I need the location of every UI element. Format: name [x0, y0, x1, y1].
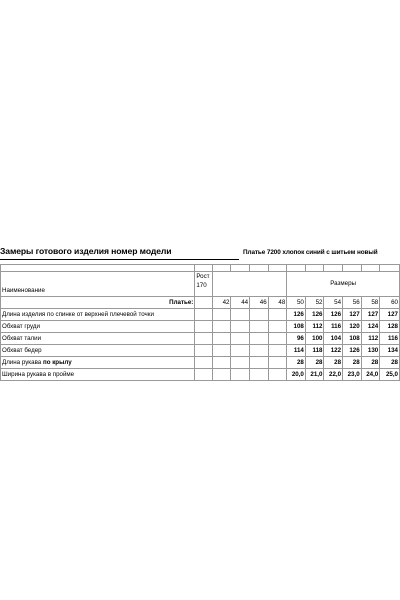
measurement-value: 28: [324, 357, 343, 369]
measurement-value: 122: [324, 345, 343, 357]
table-row: [1, 357, 400, 369]
section-label: Платье:: [1, 297, 195, 309]
rost-empty-cell: [195, 321, 213, 333]
measurement-value: [212, 333, 231, 345]
measurement-value: 28: [305, 357, 324, 369]
size-header-row: [1, 297, 400, 309]
spacer-row: [1, 265, 400, 272]
rost-cell: [195, 272, 213, 297]
measurement-label-text: Длина рукава: [2, 358, 43, 366]
size-header-54: 54: [324, 297, 343, 309]
measurement-value: 126: [305, 309, 324, 321]
measurement-value: [212, 345, 231, 357]
rost-empty-cell: [195, 309, 213, 321]
size-header-52: 52: [305, 297, 324, 309]
measurement-label-text: Ширина рукава в пройме: [2, 370, 75, 378]
measurement-label: [1, 357, 195, 369]
measurement-value: 20,0: [287, 369, 306, 381]
measurement-value: [268, 309, 287, 321]
measurement-value: [231, 345, 250, 357]
table-row: [1, 321, 400, 333]
measurement-value: 22,0: [324, 369, 343, 381]
measurement-value: 28: [361, 357, 380, 369]
measurement-value: [268, 345, 287, 357]
measurement-value: [212, 309, 231, 321]
size-header-56: 56: [343, 297, 362, 309]
measurement-value: 126: [287, 309, 306, 321]
measurement-label: [1, 369, 195, 381]
rost-empty-cell: [195, 357, 213, 369]
model-name: Платье 7200 хлопок синий с шитьем новый: [243, 249, 378, 256]
measurement-value: [250, 309, 269, 321]
rost-empty-cell: [195, 297, 213, 309]
table-row: [1, 309, 400, 321]
measurement-label: [1, 309, 195, 321]
measurement-value: 127: [380, 309, 400, 321]
measurement-value: [250, 333, 269, 345]
name-header: Наименование: [1, 272, 195, 297]
measurement-value: [268, 369, 287, 381]
measurement-value: 108: [343, 333, 362, 345]
title-row: [0, 246, 400, 262]
size-header-44: 44: [231, 297, 250, 309]
measurement-value: [250, 357, 269, 369]
table-row: [1, 369, 400, 381]
measurement-label-text: Обхват груди: [2, 322, 40, 330]
measurement-value: 124: [361, 321, 380, 333]
measurement-value: 112: [305, 321, 324, 333]
measurement-value: 126: [343, 345, 362, 357]
measurement-value: 120: [343, 321, 362, 333]
rost-value: 170: [196, 282, 207, 289]
measurement-value: 118: [305, 345, 324, 357]
rost-label: Рост: [196, 273, 210, 280]
measurement-value: [268, 333, 287, 345]
measurement-value: [250, 345, 269, 357]
measurement-value: 127: [343, 309, 362, 321]
sheet-title: Замеры готового изделия номер модели: [0, 246, 172, 256]
measurement-value: 116: [324, 321, 343, 333]
table-row: [1, 345, 400, 357]
size-header-60: 60: [380, 297, 400, 309]
measurement-label-emphasis: по крылу: [42, 358, 72, 366]
rost-empty-cell: [195, 345, 213, 357]
title-underline: [0, 259, 239, 260]
size-header-46: 46: [250, 297, 269, 309]
size-header-42: 42: [212, 297, 231, 309]
measurement-label-text: Обхват талии: [2, 334, 42, 342]
measurement-value: [268, 321, 287, 333]
measurement-label-text: Длина изделия по спинке от верхней плечевой точки: [2, 310, 154, 318]
measurement-value: 28: [343, 357, 362, 369]
header-row-top: [1, 272, 400, 297]
measurement-value: 108: [287, 321, 306, 333]
measurement-value: 112: [361, 333, 380, 345]
measurement-value: 100: [305, 333, 324, 345]
measurement-value: [231, 309, 250, 321]
size-header-48: 48: [268, 297, 287, 309]
blank-header-cell: [212, 272, 286, 297]
measurement-value: [212, 369, 231, 381]
measurement-value: 24,0: [361, 369, 380, 381]
measurement-value: 23,0: [343, 369, 362, 381]
measurement-table: [0, 264, 400, 381]
measurement-value: [231, 333, 250, 345]
measurement-value: 114: [287, 345, 306, 357]
measurement-label-text: Обхват бедер: [2, 346, 42, 354]
measurement-sheet: [0, 246, 400, 378]
measurement-value: 116: [380, 333, 400, 345]
measurement-value: 126: [324, 309, 343, 321]
measurement-value: [268, 357, 287, 369]
size-header-50: 50: [287, 297, 306, 309]
measurement-value: 28: [287, 357, 306, 369]
measurement-value: 28: [380, 357, 400, 369]
measurement-value: 130: [361, 345, 380, 357]
measurement-value: [212, 321, 231, 333]
table-row: [1, 333, 400, 345]
measurement-value: [231, 357, 250, 369]
rost-empty-cell: [195, 369, 213, 381]
measurement-value: 25,0: [380, 369, 400, 381]
measurement-label: [1, 345, 195, 357]
measurement-value: 128: [380, 321, 400, 333]
measurement-value: 96: [287, 333, 306, 345]
measurement-value: 127: [361, 309, 380, 321]
rost-empty-cell: [195, 333, 213, 345]
size-header-58: 58: [361, 297, 380, 309]
measurement-label: [1, 321, 195, 333]
measurement-value: 134: [380, 345, 400, 357]
measurement-value: 21,0: [305, 369, 324, 381]
measurement-value: [231, 369, 250, 381]
measurement-value: [250, 369, 269, 381]
measurement-value: 104: [324, 333, 343, 345]
measurement-value: [231, 321, 250, 333]
measurement-value: [250, 321, 269, 333]
measurement-value: [212, 357, 231, 369]
measurement-label: [1, 333, 195, 345]
sizes-header: Размеры: [287, 272, 400, 297]
